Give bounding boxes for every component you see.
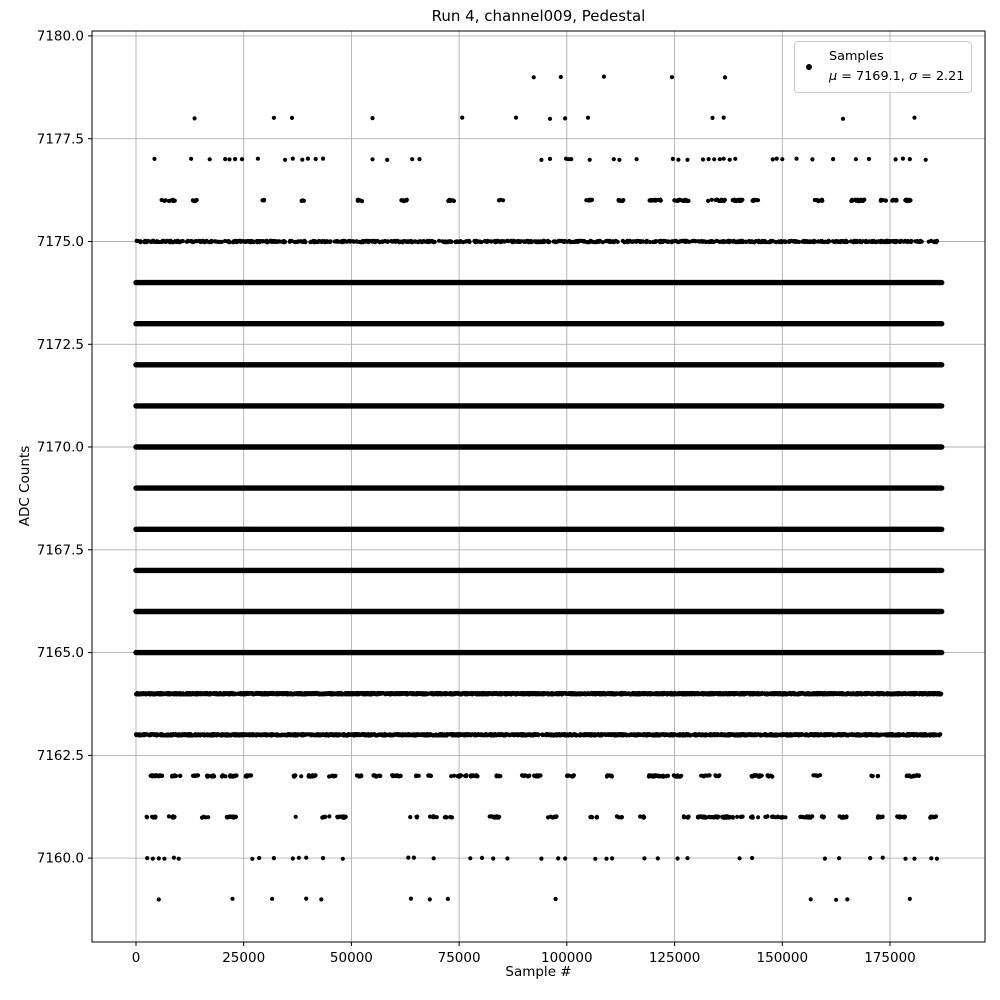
plot-title: Run 4, channel009, Pedestal bbox=[431, 7, 646, 25]
x-axis-label: Sample # bbox=[505, 964, 572, 980]
y-axis-label: ADC Counts bbox=[17, 445, 33, 527]
legend-sigma-symbol: σ bbox=[908, 68, 918, 84]
legend bbox=[794, 41, 972, 93]
legend-mu-value: = 7169.1, bbox=[837, 68, 909, 84]
legend-label: Samples bbox=[829, 49, 884, 64]
x-ticks bbox=[132, 942, 916, 966]
legend-sigma-value: = 2.21 bbox=[917, 68, 965, 84]
y-ticks bbox=[37, 28, 92, 866]
scatter-points bbox=[134, 75, 943, 902]
legend-mu-symbol: μ bbox=[829, 68, 838, 84]
legend-text bbox=[829, 47, 964, 87]
sample-marker-icon bbox=[806, 64, 812, 70]
